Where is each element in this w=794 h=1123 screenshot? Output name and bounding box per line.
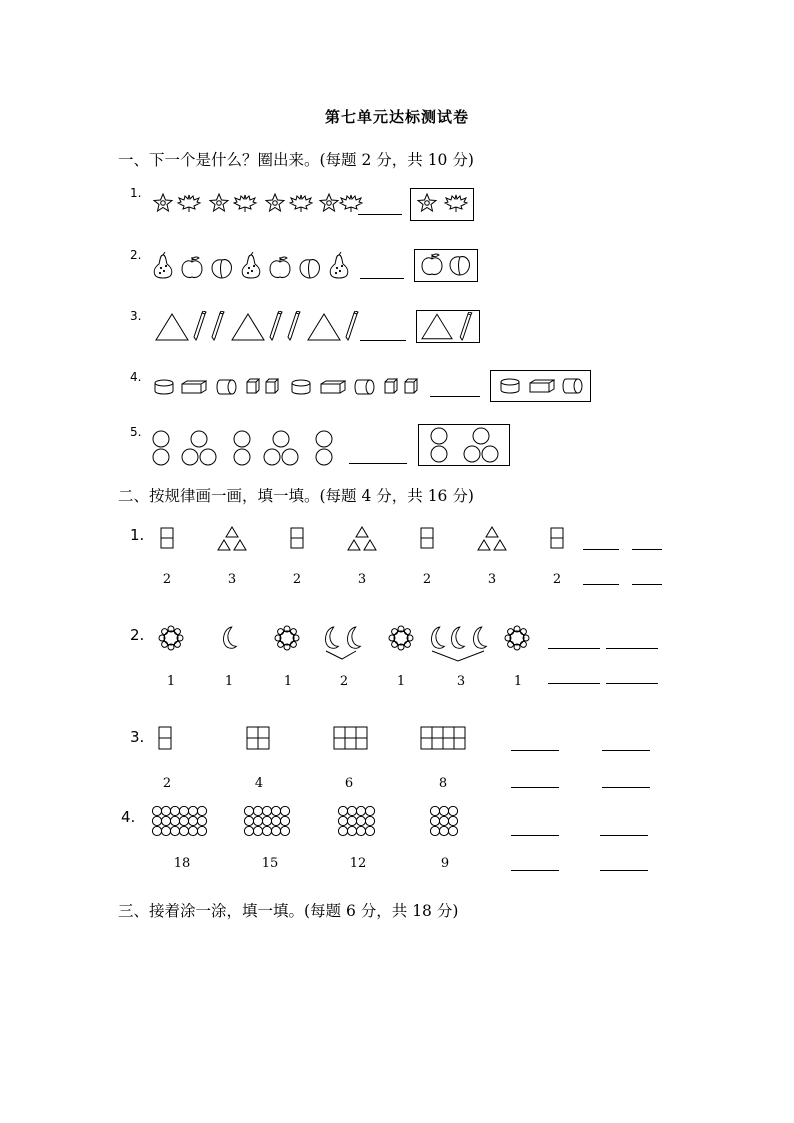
grid-2-icon — [159, 727, 171, 749]
grid-row — [158, 726, 468, 752]
circle-dot — [439, 806, 448, 815]
three-circles-icon — [182, 431, 216, 465]
circle-dot — [338, 816, 347, 825]
rectangle-icon — [551, 528, 563, 548]
choice-shapes — [491, 371, 590, 401]
sequence-row — [153, 377, 423, 397]
circle-dot — [280, 826, 289, 835]
circle-dot — [365, 816, 374, 825]
circle-dot — [280, 806, 289, 815]
circle-dot — [161, 806, 170, 815]
pattern-number: 2 — [422, 572, 432, 587]
pattern-number: 1 — [224, 674, 234, 689]
pear-icon — [154, 252, 172, 278]
circle-dot — [439, 816, 448, 825]
circle-dot — [356, 816, 365, 825]
circle-dot — [365, 806, 374, 815]
circle-cluster-12 — [338, 806, 378, 844]
circle-dot — [448, 816, 457, 825]
maple-leaf-icon — [445, 195, 467, 212]
moon-icon — [347, 627, 360, 648]
circle-dot — [338, 826, 347, 835]
pattern-number: 9 — [440, 856, 450, 871]
circle-dot — [170, 816, 179, 825]
answer-blank[interactable] — [511, 870, 559, 871]
cube-icon — [247, 379, 259, 393]
circle-dot — [170, 806, 179, 815]
two-circles-icon — [316, 431, 332, 465]
moon-icon — [451, 627, 464, 648]
circle-dot — [430, 806, 439, 815]
circle-dot — [271, 826, 280, 835]
choice-shapes — [417, 311, 479, 342]
question-number: 2. — [130, 626, 145, 644]
flower-icon — [389, 626, 413, 650]
circle-dot — [262, 826, 271, 835]
choice-shapes — [419, 425, 509, 465]
two-circles-icon — [153, 431, 169, 465]
triangle-icon — [232, 314, 264, 340]
circle-dot — [244, 806, 253, 815]
circle-dot — [262, 816, 271, 825]
pattern-number: 3 — [487, 572, 497, 587]
cylinder-icon — [501, 379, 519, 393]
circle-dot — [271, 806, 280, 815]
answer-blank[interactable] — [602, 787, 650, 788]
pattern-row — [160, 526, 580, 552]
answer-blank[interactable] — [548, 648, 600, 649]
pear-icon — [242, 252, 260, 278]
answer-blank[interactable] — [606, 683, 658, 684]
triangle-icon — [156, 314, 188, 340]
circle-dot — [347, 806, 356, 815]
circle-dot — [347, 816, 356, 825]
circle-dot — [448, 806, 457, 815]
brace-icon — [432, 651, 484, 661]
circle-dot — [161, 816, 170, 825]
choice-shapes — [415, 250, 477, 281]
circle-cluster-18 — [152, 806, 212, 844]
pear-icon — [330, 252, 348, 278]
question-number: 4. — [121, 808, 136, 826]
circle-dot — [179, 816, 188, 825]
peach-icon — [300, 260, 319, 278]
pattern-number: 1 — [396, 674, 406, 689]
cylinder-icon — [217, 380, 236, 394]
three-circles-icon — [464, 428, 498, 462]
pattern-number: 12 — [349, 856, 367, 871]
three-circles-icon — [264, 431, 298, 465]
pencil-icon — [270, 311, 282, 340]
flower-icon — [154, 194, 172, 211]
circle-dot — [430, 816, 439, 825]
pattern-number: 8 — [438, 776, 448, 791]
cuboid-icon — [321, 381, 345, 393]
maple-leaf-icon — [340, 195, 362, 212]
moon-icon — [473, 627, 486, 648]
section-1-heading: 一、下一个是什么？圈出来。(每题 2 分，共 10 分) — [118, 151, 474, 169]
grid-4-icon — [247, 727, 269, 749]
moon-icon — [325, 627, 338, 648]
circle-dot — [197, 816, 206, 825]
answer-blank[interactable] — [511, 787, 559, 788]
pattern-number: 15 — [261, 856, 279, 871]
circle-dot — [197, 826, 206, 835]
cube-icon — [385, 379, 397, 393]
rectangle-icon — [161, 528, 173, 548]
grid-6-icon — [334, 727, 367, 749]
flower-icon — [275, 626, 299, 650]
pencil-icon — [288, 311, 300, 340]
cuboid-icon — [530, 380, 554, 392]
circle-dot — [197, 806, 206, 815]
pattern-number: 3 — [227, 572, 237, 587]
pattern-number: 2 — [292, 572, 302, 587]
apple-icon — [422, 254, 442, 275]
maple-leaf-icon — [290, 195, 312, 212]
flower-icon — [210, 194, 228, 211]
triangle-icon — [308, 314, 340, 340]
circle-dot — [188, 826, 197, 835]
answer-blank[interactable] — [606, 648, 658, 649]
circle-dot — [244, 826, 253, 835]
question-number: 3. — [130, 309, 142, 323]
circle-dot — [448, 826, 457, 835]
circle-dot — [365, 826, 374, 835]
circle-cluster-9 — [430, 806, 462, 844]
pattern-number: 1 — [166, 674, 176, 689]
answer-blank[interactable] — [349, 463, 407, 464]
pattern-row — [158, 625, 538, 665]
circle-dot — [152, 806, 161, 815]
cylinder-icon — [355, 380, 374, 394]
circle-dot — [338, 806, 347, 815]
circle-dot — [161, 826, 170, 835]
circle-dot — [253, 806, 262, 815]
circle-dot — [430, 826, 439, 835]
flower-icon — [505, 626, 529, 650]
circle-dot — [439, 826, 448, 835]
circle-dot — [188, 816, 197, 825]
circle-dot — [356, 826, 365, 835]
pattern-number: 6 — [344, 776, 354, 791]
question-number: 5. — [130, 425, 142, 439]
answer-blank[interactable] — [548, 683, 600, 684]
flower-icon — [159, 626, 183, 650]
cylinder-icon — [292, 380, 310, 394]
answer-blank[interactable] — [583, 549, 619, 550]
pattern-number: 3 — [357, 572, 367, 587]
question-number: 1. — [130, 526, 145, 544]
choice-shapes — [411, 189, 473, 220]
section-3-heading: 三、接着涂一涂，填一填。(每题 6 分，共 18 分) — [118, 902, 459, 920]
answer-blank[interactable] — [600, 870, 648, 871]
circle-dot — [253, 826, 262, 835]
circle-dot — [356, 806, 365, 815]
pattern-number: 3 — [456, 674, 466, 689]
maple-leaf-icon — [234, 195, 256, 212]
pencil-icon — [212, 311, 224, 340]
circle-dot — [152, 816, 161, 825]
answer-choice-box[interactable] — [416, 310, 480, 343]
pencil-icon — [194, 311, 206, 340]
maple-leaf-icon — [178, 195, 200, 212]
pattern-number: 2 — [162, 572, 172, 587]
circle-dot — [262, 806, 271, 815]
answer-blank[interactable] — [632, 549, 662, 550]
question-number: 4. — [130, 370, 142, 384]
answer-choice-box[interactable] — [414, 249, 478, 282]
peach-icon — [212, 260, 231, 278]
section-2-heading: 二、按规律画一画，填一填。(每题 4 分，共 16 分) — [118, 487, 474, 505]
cylinder-icon — [155, 380, 173, 394]
flower-icon — [320, 194, 338, 211]
circle-dot — [271, 816, 280, 825]
apple-icon — [270, 257, 290, 278]
triangles-icon — [218, 527, 246, 550]
cuboid-icon — [182, 381, 206, 393]
moon-icon — [223, 627, 236, 648]
triangle-icon — [422, 314, 452, 338]
apple-icon — [182, 257, 202, 278]
answer-choice-box[interactable] — [410, 188, 474, 221]
cube-icon — [266, 379, 278, 393]
answer-blank[interactable] — [632, 584, 662, 585]
pattern-number: 2 — [162, 776, 172, 791]
pencil-icon — [346, 311, 358, 340]
peach-icon — [450, 257, 469, 275]
pattern-number: 2 — [552, 572, 562, 587]
cylinder-icon — [563, 379, 582, 393]
triangles-icon — [478, 527, 506, 550]
circle-dot — [244, 816, 253, 825]
flower-icon — [266, 194, 284, 211]
brace-icon — [326, 651, 356, 659]
pattern-number: 18 — [173, 856, 191, 871]
question-number: 3. — [130, 728, 145, 746]
pencil-icon — [460, 312, 472, 340]
two-circles-icon — [234, 431, 250, 465]
pattern-number: 2 — [339, 674, 349, 689]
sequence-row — [152, 190, 352, 218]
circle-dot — [179, 826, 188, 835]
question-number: 2. — [130, 248, 142, 262]
grid-8-icon — [421, 727, 465, 749]
triangles-icon — [348, 527, 376, 550]
rectangle-icon — [421, 528, 433, 548]
circle-cluster-15 — [244, 806, 294, 844]
pattern-number: 1 — [283, 674, 293, 689]
page-title: 第七单元达标测试卷 — [324, 108, 469, 126]
answer-blank[interactable] — [358, 214, 402, 215]
circle-dot — [347, 826, 356, 835]
answer-blank[interactable] — [602, 750, 650, 751]
sequence-row — [152, 252, 362, 282]
answer-blank[interactable] — [511, 835, 559, 836]
answer-choice-box[interactable] — [490, 370, 591, 402]
circle-dot — [152, 826, 161, 835]
circle-dot — [179, 806, 188, 815]
two-circles-icon — [431, 428, 447, 462]
question-number: 1. — [130, 186, 142, 200]
rectangle-icon — [291, 528, 303, 548]
sequence-row — [151, 429, 341, 467]
flower-icon — [418, 194, 436, 211]
answer-blank[interactable] — [430, 396, 480, 397]
answer-blank[interactable] — [360, 340, 406, 341]
cube-icon — [405, 379, 417, 393]
moon-icon — [431, 627, 444, 648]
circle-dot — [170, 826, 179, 835]
circle-dot — [253, 816, 262, 825]
sequence-row — [155, 311, 365, 343]
answer-choice-box[interactable] — [418, 424, 510, 466]
circle-dot — [280, 816, 289, 825]
answer-blank[interactable] — [600, 835, 648, 836]
answer-blank[interactable] — [583, 584, 619, 585]
answer-blank[interactable] — [511, 750, 559, 751]
pattern-number: 4 — [254, 776, 264, 791]
answer-blank[interactable] — [360, 278, 404, 279]
circle-dot — [188, 806, 197, 815]
pattern-number: 1 — [513, 674, 523, 689]
